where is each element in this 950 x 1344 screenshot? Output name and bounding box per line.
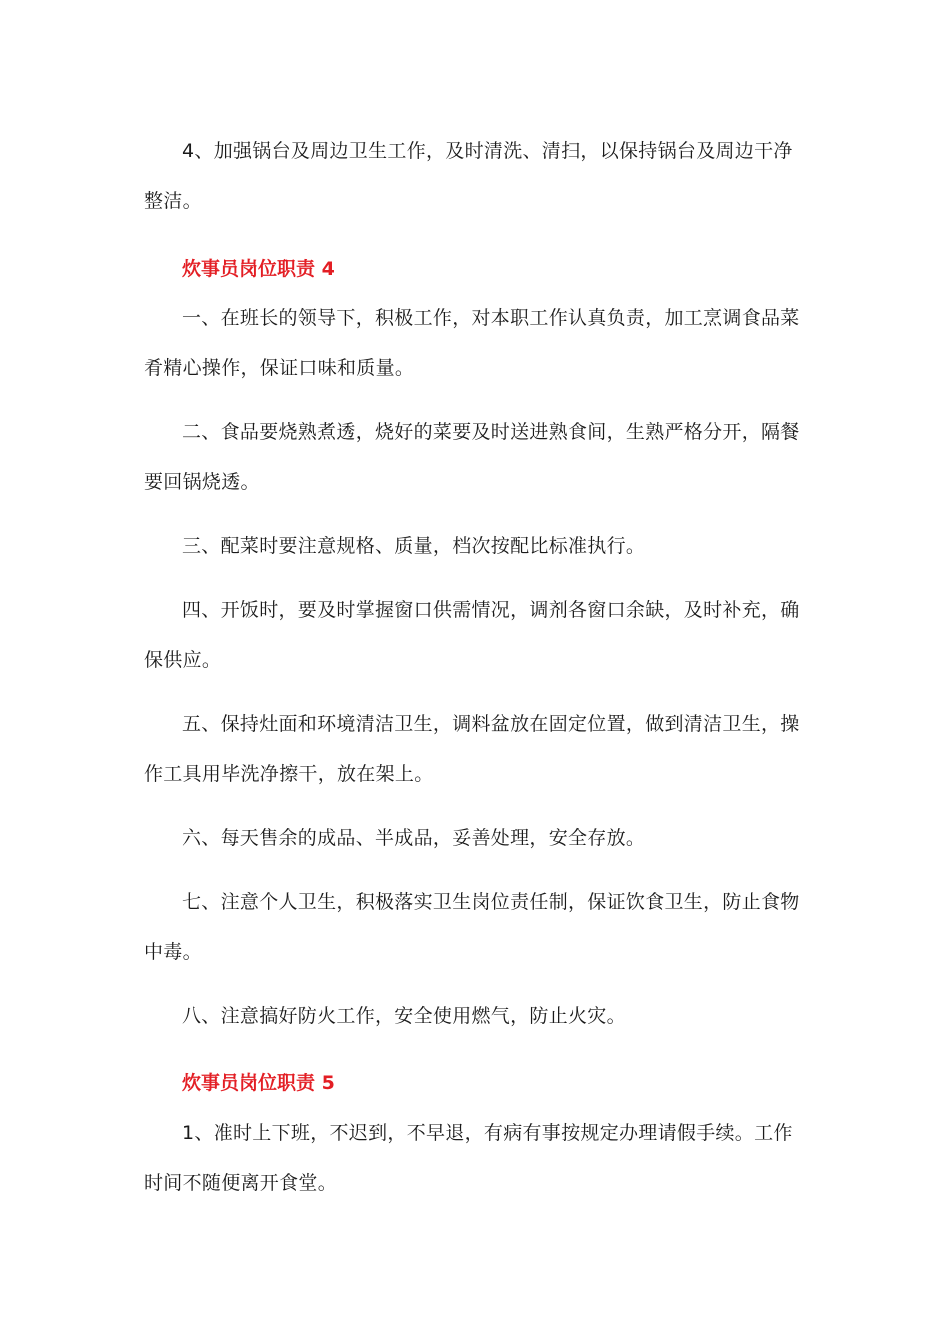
duty-item-5-1: 1、准时上下班，不迟到，不早退，有病有事按规定办理请假手续。工作时间不随便离开食堂。	[144, 1122, 793, 1194]
duty-item-8: 八、注意搞好防火工作，安全使用燃气，防止火灾。	[182, 1005, 626, 1027]
duty-item-3: 三、配菜时要注意规格、质量，档次按配比标准执行。	[182, 535, 646, 557]
duty-item-4-prev-section: 4、加强锅台及周边卫生工作，及时清洗、清扫，以保持锅台及周边干净整洁。	[144, 140, 793, 212]
duty-item-7: 七、注意个人卫生，积极落实卫生岗位责任制，保证饮食卫生，防止食物中毒。	[144, 891, 800, 963]
duty-item-5: 五、保持灶面和环境清洁卫生，调料盆放在固定位置，做到清洁卫生，操作工具用毕洗净擦干，放在架上。	[144, 713, 800, 785]
duty-item-4: 四、开饭时，要及时掌握窗口供需情况，调剂各窗口余缺，及时补充，确保供应。	[144, 599, 800, 671]
section-heading-5: 炊事员岗位职责 5	[182, 1072, 335, 1094]
duty-item-1: 一、在班长的领导下，积极工作，对本职工作认真负责，加工烹调食品菜肴精心操作，保证口味和质量。	[144, 307, 800, 379]
duty-item-6: 六、每天售余的成品、半成品，妥善处理，安全存放。	[182, 827, 646, 849]
duty-item-2: 二、食品要烧熟煮透，烧好的菜要及时送进熟食间，生熟严格分开，隔餐要回锅烧透。	[144, 421, 800, 493]
section-heading-4: 炊事员岗位职责 4	[182, 258, 335, 280]
